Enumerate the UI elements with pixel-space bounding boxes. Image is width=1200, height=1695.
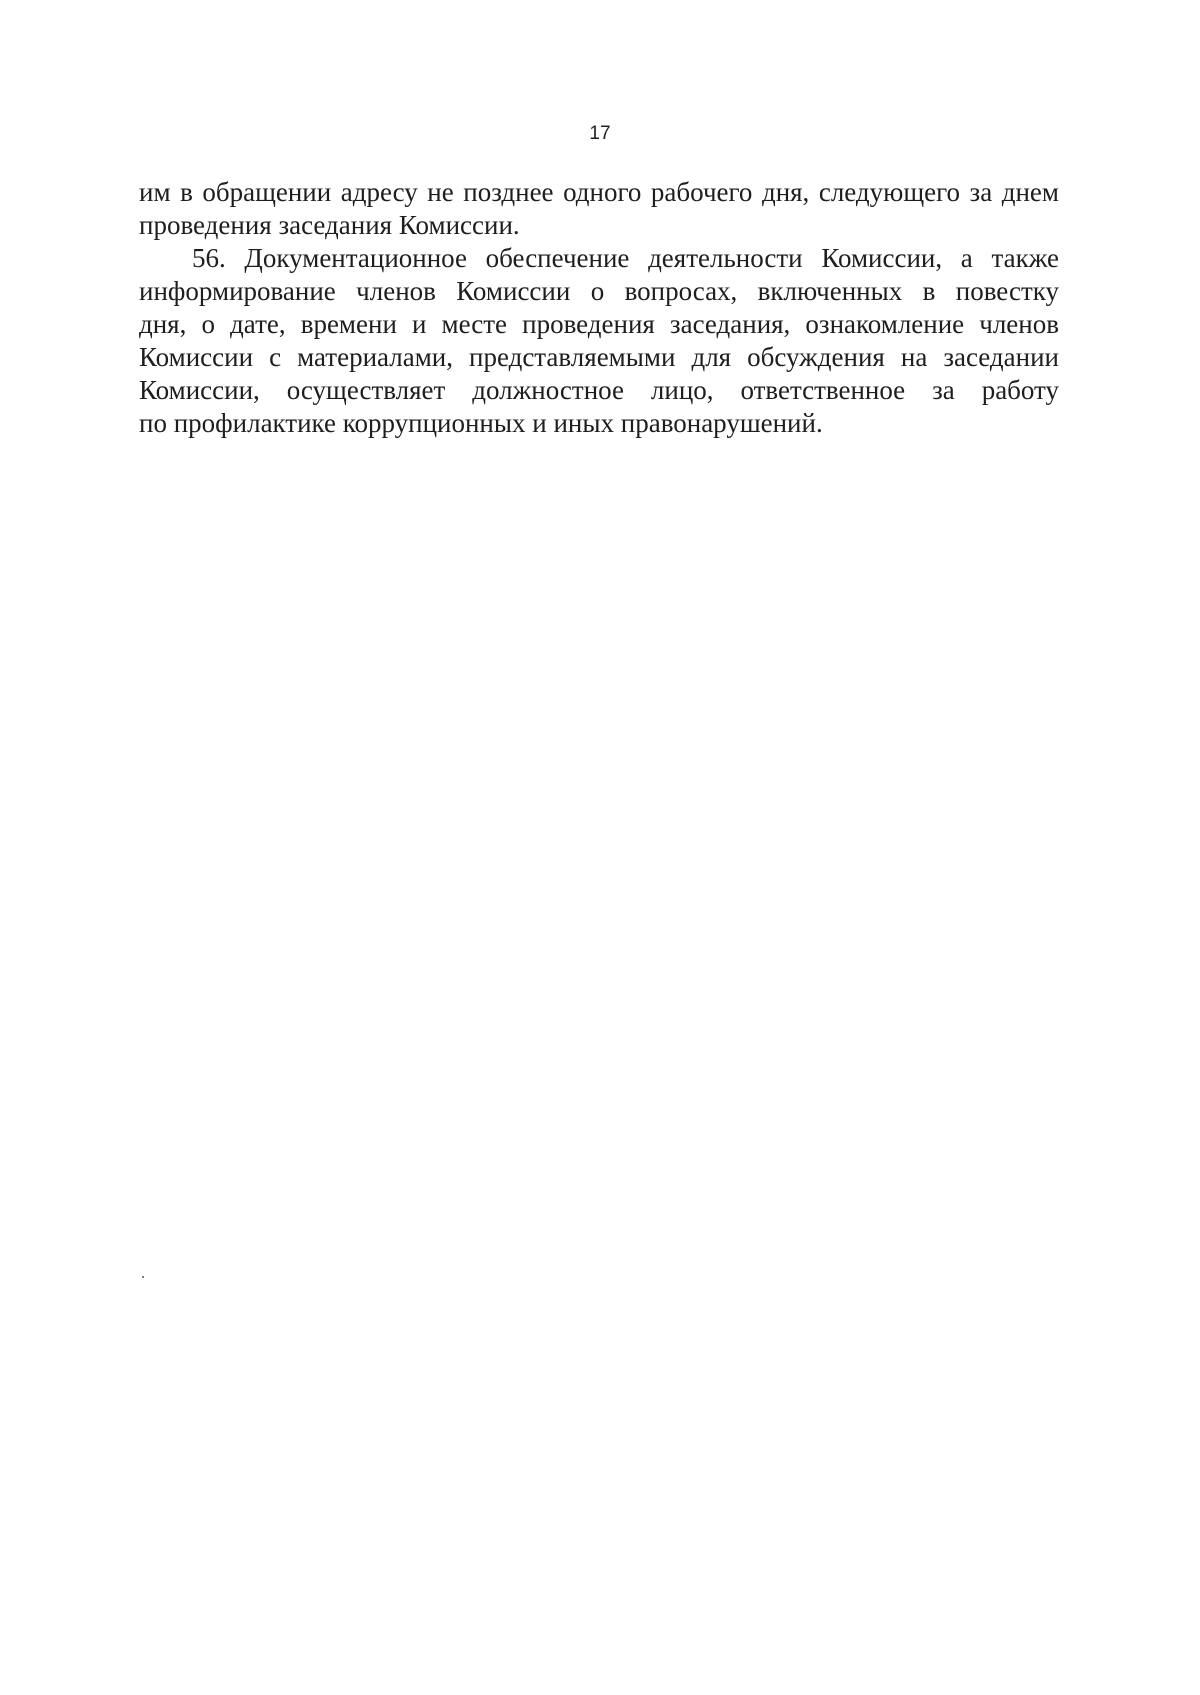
paragraph-56: [139, 242, 1059, 440]
paragraph-continuation: [139, 176, 1059, 242]
scan-speck: [142, 1276, 144, 1278]
text-line: 56. Документационное обеспечение деятельности Комиссии, а также: [192, 243, 1059, 273]
text-line: Комиссии, осуществляет должностное лицо, ответственное за работу: [139, 375, 1059, 405]
text-line: Комиссии с материалами, представляемыми для обсуждения на заседании: [139, 342, 1059, 372]
document-body: [139, 176, 1059, 440]
text-line: информирование членов Комиссии о вопросах, включенных в повестку: [139, 276, 1059, 306]
text-line: им в обращении адресу не позднее одного рабочего дня, следующего за днем: [139, 177, 1059, 207]
text-line: по профилактике коррупционных и иных правонарушений.: [139, 408, 823, 438]
text-line: дня, о дате, времени и месте проведения заседания, ознакомление членов: [139, 309, 1059, 339]
text-line: проведения заседания Комиссии.: [139, 210, 520, 240]
page-number: 17: [589, 123, 611, 144]
